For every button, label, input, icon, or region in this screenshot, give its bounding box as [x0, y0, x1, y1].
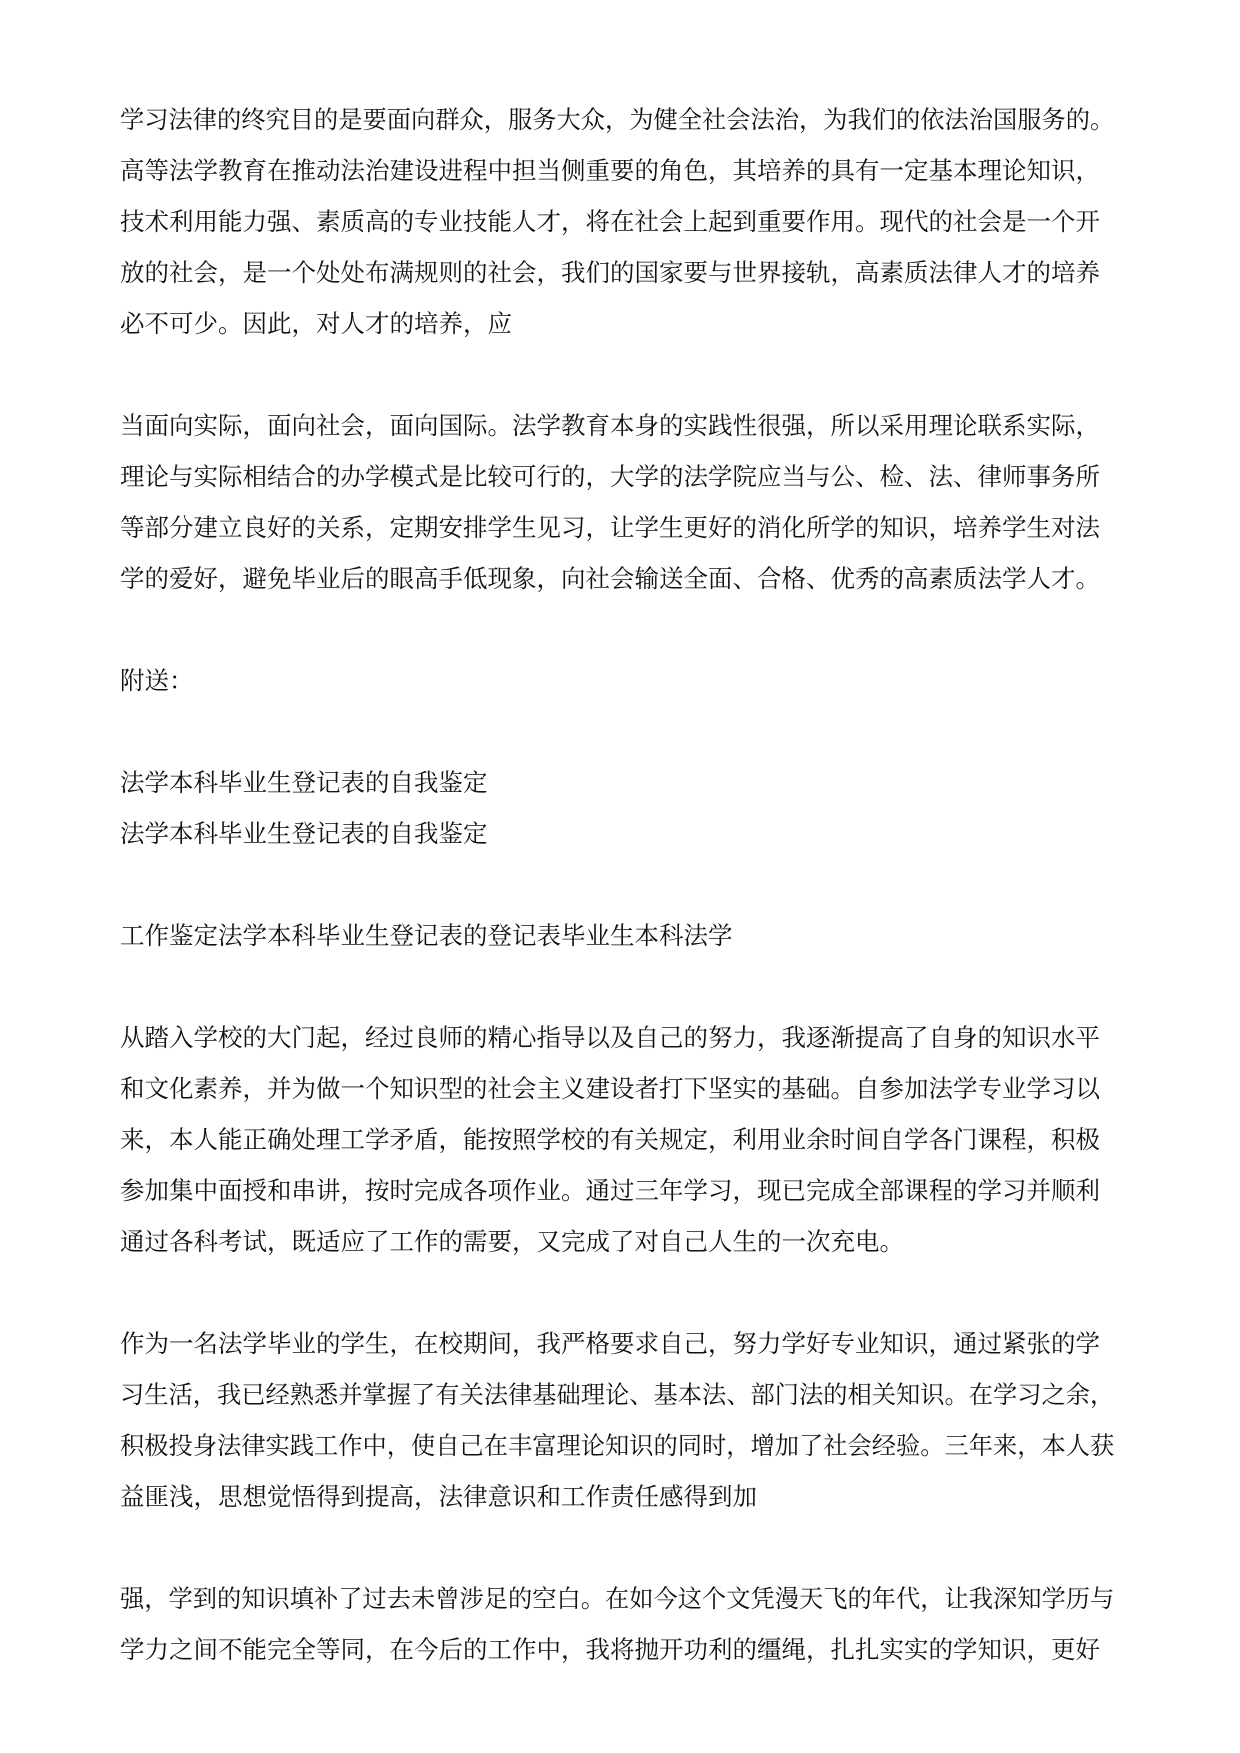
paragraph-spacer	[120, 961, 1120, 1012]
text-line: 作为一名法学毕业的学生，在校期间，我严格要求自己，努力学好专业知识，通过紧张的学	[120, 1329, 1100, 1358]
paragraph-spacer	[120, 1522, 1120, 1573]
text-line: 理论与实际相结合的办学模式是比较可行的，大学的法学院应当与公、检、法、律师事务所	[120, 462, 1100, 491]
paragraph-spacer	[120, 604, 1120, 655]
paragraph-spacer	[120, 1267, 1120, 1318]
paragraph-spacer	[120, 859, 1120, 910]
text-line: 高等法学教育在推动法治建设进程中担当侧重要的角色，其培养的具有一定基本理论知识，	[120, 156, 1100, 185]
text-line: 附送：	[120, 666, 194, 695]
text-line: 积极投身法律实践工作中，使自己在丰富理论知识的同时，增加了社会经验。三年来，本人获	[120, 1431, 1115, 1460]
paragraph-1	[120, 94, 1120, 349]
text-line: 学的爱好，避免毕业后的眼高手低现象，向社会输送全面、合格、优秀的高素质法学人才。	[120, 564, 1100, 593]
text-line: 当面向实际，面向社会，面向国际。法学教育本身的实践性很强，所以采用理论联系实际，	[120, 411, 1100, 440]
paragraph-keywords	[120, 910, 1120, 961]
text-line: 法学本科毕业生登记表的自我鉴定	[120, 768, 488, 797]
paragraph-appendix-titles	[120, 757, 1120, 859]
paragraph-4	[120, 1318, 1120, 1522]
text-line: 法学本科毕业生登记表的自我鉴定	[120, 819, 488, 848]
paragraph-2	[120, 400, 1120, 604]
paragraph-3	[120, 1012, 1120, 1267]
text-line: 通过各科考试，既适应了工作的需要，又完成了对自己人生的一次充电。	[120, 1227, 904, 1256]
text-line: 学力之间不能完全等同，在今后的工作中，我将抛开功利的缰绳，扎扎实实的学知识，更好	[120, 1635, 1100, 1664]
text-line: 益匪浅，思想觉悟得到提高，法律意识和工作责任感得到加	[120, 1482, 757, 1511]
paragraph-spacer	[120, 706, 1120, 757]
paragraph-appendix-label	[120, 655, 1120, 706]
text-line: 来，本人能正确处理工学矛盾，能按照学校的有关规定，利用业余时间自学各门课程，积极	[120, 1125, 1100, 1154]
text-line: 学习法律的终究目的是要面向群众，服务大众，为健全社会法治，为我们的依法治国服务的。	[120, 105, 1115, 134]
text-line: 习生活，我已经熟悉并掌握了有关法律基础理论、基本法、部门法的相关知识。在学习之余，	[120, 1380, 1115, 1409]
document-body	[120, 94, 1120, 1675]
text-line: 工作鉴定法学本科毕业生登记表的登记表毕业生本科法学	[120, 921, 733, 950]
paragraph-5	[120, 1573, 1120, 1675]
text-line: 和文化素养，并为做一个知识型的社会主义建设者打下坚实的基础。自参加法学专业学习以	[120, 1074, 1100, 1103]
text-line: 必不可少。因此，对人才的培养，应	[120, 309, 512, 338]
text-line: 放的社会，是一个处处布满规则的社会，我们的国家要与世界接轨，高素质法律人才的培养	[120, 258, 1100, 287]
text-line: 等部分建立良好的关系，定期安排学生见习，让学生更好的消化所学的知识，培养学生对法	[120, 513, 1100, 542]
text-line: 从踏入学校的大门起，经过良师的精心指导以及自己的努力，我逐渐提高了自身的知识水平	[120, 1023, 1100, 1052]
paragraph-spacer	[120, 349, 1120, 400]
text-line: 技术利用能力强、素质高的专业技能人才，将在社会上起到重要作用。现代的社会是一个开	[120, 207, 1100, 236]
text-line: 强，学到的知识填补了过去未曾涉足的空白。在如今这个文凭漫天飞的年代，让我深知学历与	[120, 1584, 1115, 1613]
text-line: 参加集中面授和串讲，按时完成各项作业。通过三年学习，现已完成全部课程的学习并顺利	[120, 1176, 1100, 1205]
